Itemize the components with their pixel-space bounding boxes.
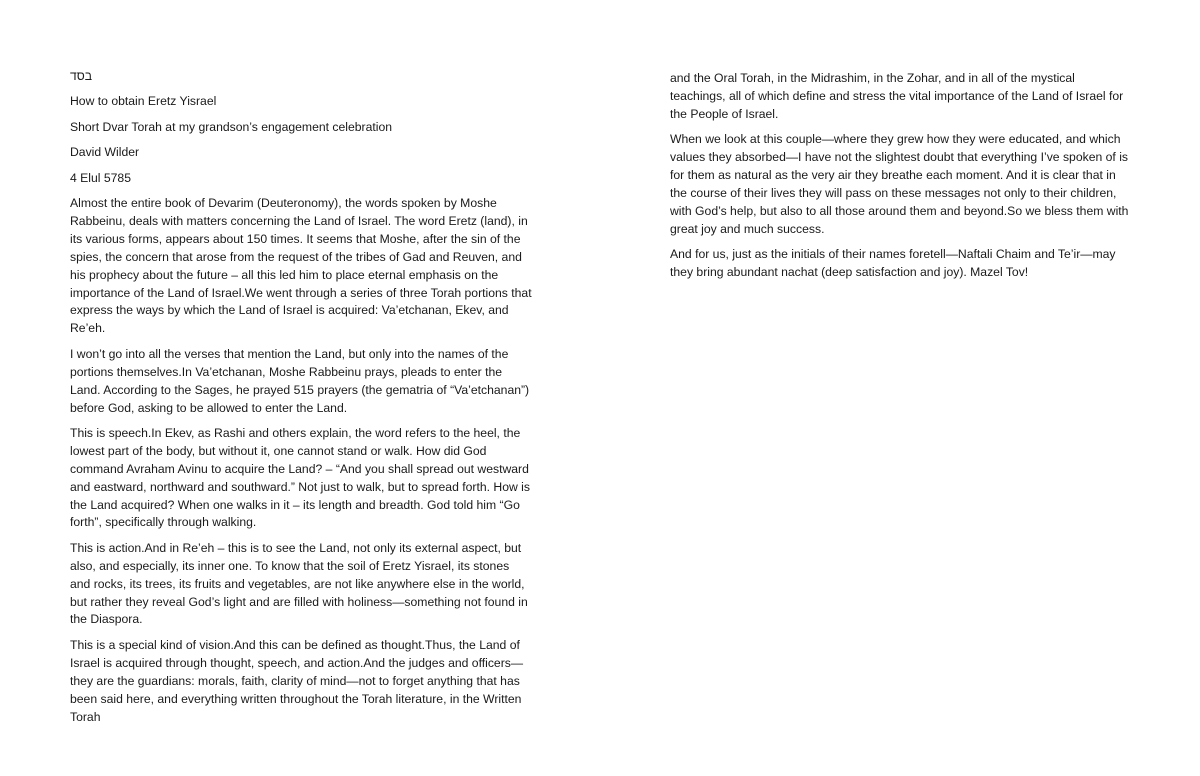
paragraph: When we look at this couple—where they grew how they were educated, and which values they absorbed—I have not the slightest doubt that everything I’ve spoken of is for them as natural as the very air they breathe each moment. And it is clear that in the course of their lives they will pass on these messages not only to their children, with God’s help, but also to all those around them and beyond.So we bless them with great joy and much success. [670,132,1129,236]
paragraph: I won’t go into all the verses that mention the Land, but only into the names of the portions themselves.In Va’etchanan, Moshe Rabbeinu prays, pleads to enter the Land. According to the Sages, he prayed 515 prayers (the gematria of “Va’etchanan”) before God, asking to be allowed to enter the Land. [70,346,530,415]
left-column [70,68,532,734]
paragraph: Almost the entire book of Devarim (Deuteronomy), the words spoken by Moshe Rabbeinu, deals with matters concerning the Land of Israel. The word Eretz (land), in its various forms, appears about 150 times. It seems that Moshe, after the sin of the spies, the concern that arose from the request of the tribes of Gad and Reuven, and his prophecy about the future – all this led him to place eternal emphasis on the importance of the Land of Israel.We went through a series of three Torah portions that express the ways by which the Land of Israel is acquired: Va’etchanan, Ekev, and Re’eh. [70,196,532,336]
document-date: 4 Elul 5785 [70,170,131,185]
document-title: How to obtain Eretz Yisrael [70,94,217,109]
author-name: David Wilder [70,145,140,160]
paragraph: This is speech.In Ekev, as Rashi and others explain, the word refers to the heel, the lowest part of the body, but without it, one cannot stand or walk. How did God command Avraham Avinu to acquire the Land? – “And you shall spread out westward and eastward, northward and southward.” Not just to walk, but to spread forth. How is the Land acquired? When one walks in it – its length and breadth. God told him “Go forth”, specifically through walking. [70,425,530,530]
paragraph: This is action.And in Re’eh – this is to see the Land, not only its external aspect, but also, and especially, its inner one. To know that the soil of Eretz Yisrael, its stones and rocks, its trees, its fruits and vegetables, are not like anywhere else in the world, but rather they reveal God’s light and are filled with holiness—something not found in the Diaspora. [70,540,528,627]
paragraph: And for us, just as the initials of their names foretell—Naftali Chaim and Te’ir—may they bring abundant nachat (deep satisfaction and joy). Mazel Tov! [670,247,1116,280]
bsd-heading: בסד [70,69,93,83]
paragraph: and the Oral Torah, in the Midrashim, in the Zohar, and in all of the mystical teachings, all of which define and stress the vital importance of the Land of Israel for the People of Israel. [670,71,1124,121]
document-subtitle: Short Dvar Torah at my grandson’s engagement celebration [70,119,393,134]
paragraph: This is a special kind of vision.And this can be defined as thought.Thus, the Land of Israel is acquired through thought, speech, and action.And the judges and officers—they are the guardians: morals, faith, clarity of mind—not to forget anything that has been said here, and everything written throughout the Torah literature, in the Written Torah [70,637,524,724]
right-column [670,70,1132,289]
